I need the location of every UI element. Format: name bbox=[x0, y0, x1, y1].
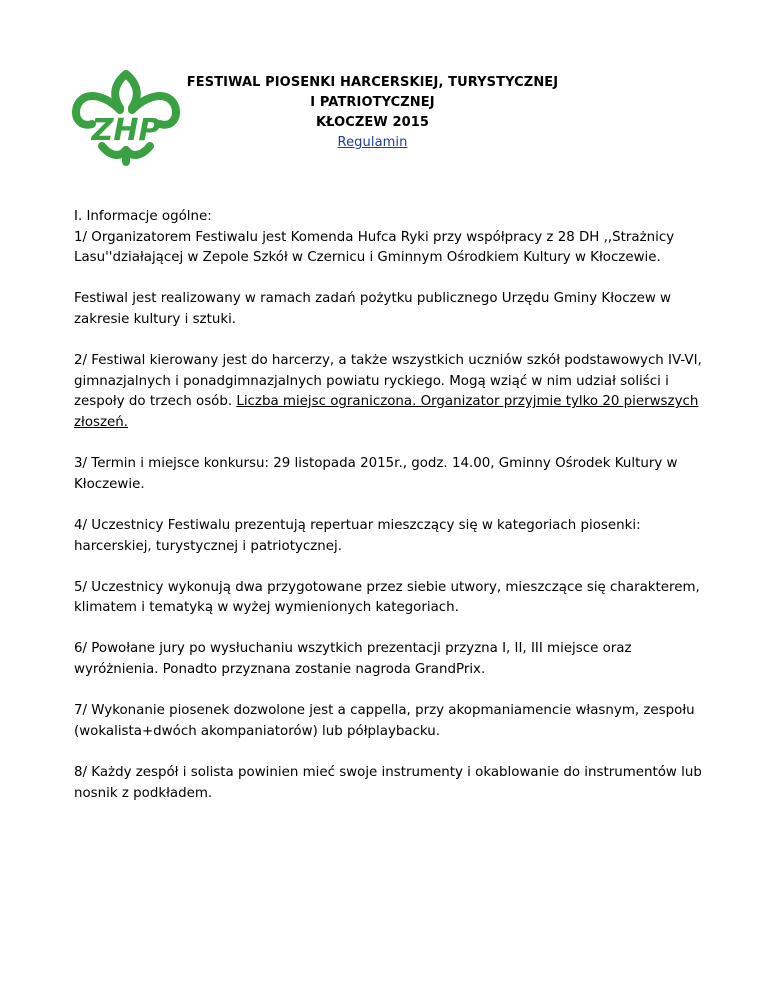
title-line-2: I PATRIOTYCZNEJ bbox=[310, 95, 435, 110]
section-title: I. Informacje ogólne: bbox=[74, 209, 212, 224]
paragraph-4: 4/ Uczestnicy Festiwalu prezentują repertuar mieszczący się w kategoriach piosenki: harcerskiej, turystycznej i patriotycznej. bbox=[74, 517, 641, 554]
paragraph-5: 5/ Uczestnicy wykonują dwa przygotowane przez siebie utwory, mieszczące się charakterem, klimatem i tematyką w wyżej wymienionych kategoriach. bbox=[74, 579, 700, 616]
title-line-1: FESTIWAL PIOSENKI HARCERSKIEJ, TURYSTYCZNEJ bbox=[186, 75, 559, 90]
paragraph-2-underlined: Liczba miejsc ograniczona. Organizator przyjmie tylko 20 pierwszych złoszeń. bbox=[74, 394, 699, 430]
title-line-3: KŁOCZEW 2015 bbox=[315, 115, 430, 130]
document-body bbox=[74, 207, 704, 825]
document-header bbox=[180, 73, 565, 153]
zhp-logo-icon bbox=[66, 66, 186, 166]
paragraph-2-text: 2/ Festiwal kierowany jest do harcerzy, a także wszystkich uczniów szkół podstawowych IV-VI, gimnazjalnych i ponadgimnazjalnych powiatu ryckiego. Mogą wziąć w nim udział soliści i zespoły do trzech osób. bbox=[74, 353, 702, 410]
paragraph-1: 1/ Organizatorem Festiwalu jest Komenda Hufca Ryki przy współpracy z 28 DH ,,Strażnicy Lasu''działającej w Zepole Szkół w Czernicu i Gminnym Ośrodkiem Kultury w Kłoczewie. bbox=[74, 229, 675, 266]
paragraph-8: 8/ Każdy zespół i solista powinien mieć swoje instrumenty i okablowanie do instrumentów lub nosnik z podkładem. bbox=[74, 765, 702, 801]
paragraph-7: 7/ Wykonanie piosenek dozwolone jest a cappella, przy akopmaniamencie własnym, zespołu (wokalista+dwóch akompaniatorów) lub półplaybacku. bbox=[74, 703, 695, 739]
paragraph-6: 6/ Powołane jury po wysłuchaniu wszytkich prezentacji przyzna I, II, III miejsce oraz wyróżnienia. Ponadto przyznana zostanie nagroda GrandPrix. bbox=[74, 641, 632, 678]
paragraph-3: 3/ Termin i miejsce konkursu: 29 listopada 2015r., godz. 14.00, Gminny Ośrodek Kultury w Kłoczewie. bbox=[74, 456, 678, 492]
paragraph-1b: Festiwal jest realizowany w ramach zadań pożytku publicznego Urzędu Gminy Kłoczew w zakresie kultury i sztuki. bbox=[74, 291, 672, 327]
paragraph-2 bbox=[74, 351, 704, 433]
svg-text:ZHP: ZHP bbox=[91, 113, 161, 148]
regulamin-link[interactable]: Regulamin bbox=[337, 135, 408, 150]
